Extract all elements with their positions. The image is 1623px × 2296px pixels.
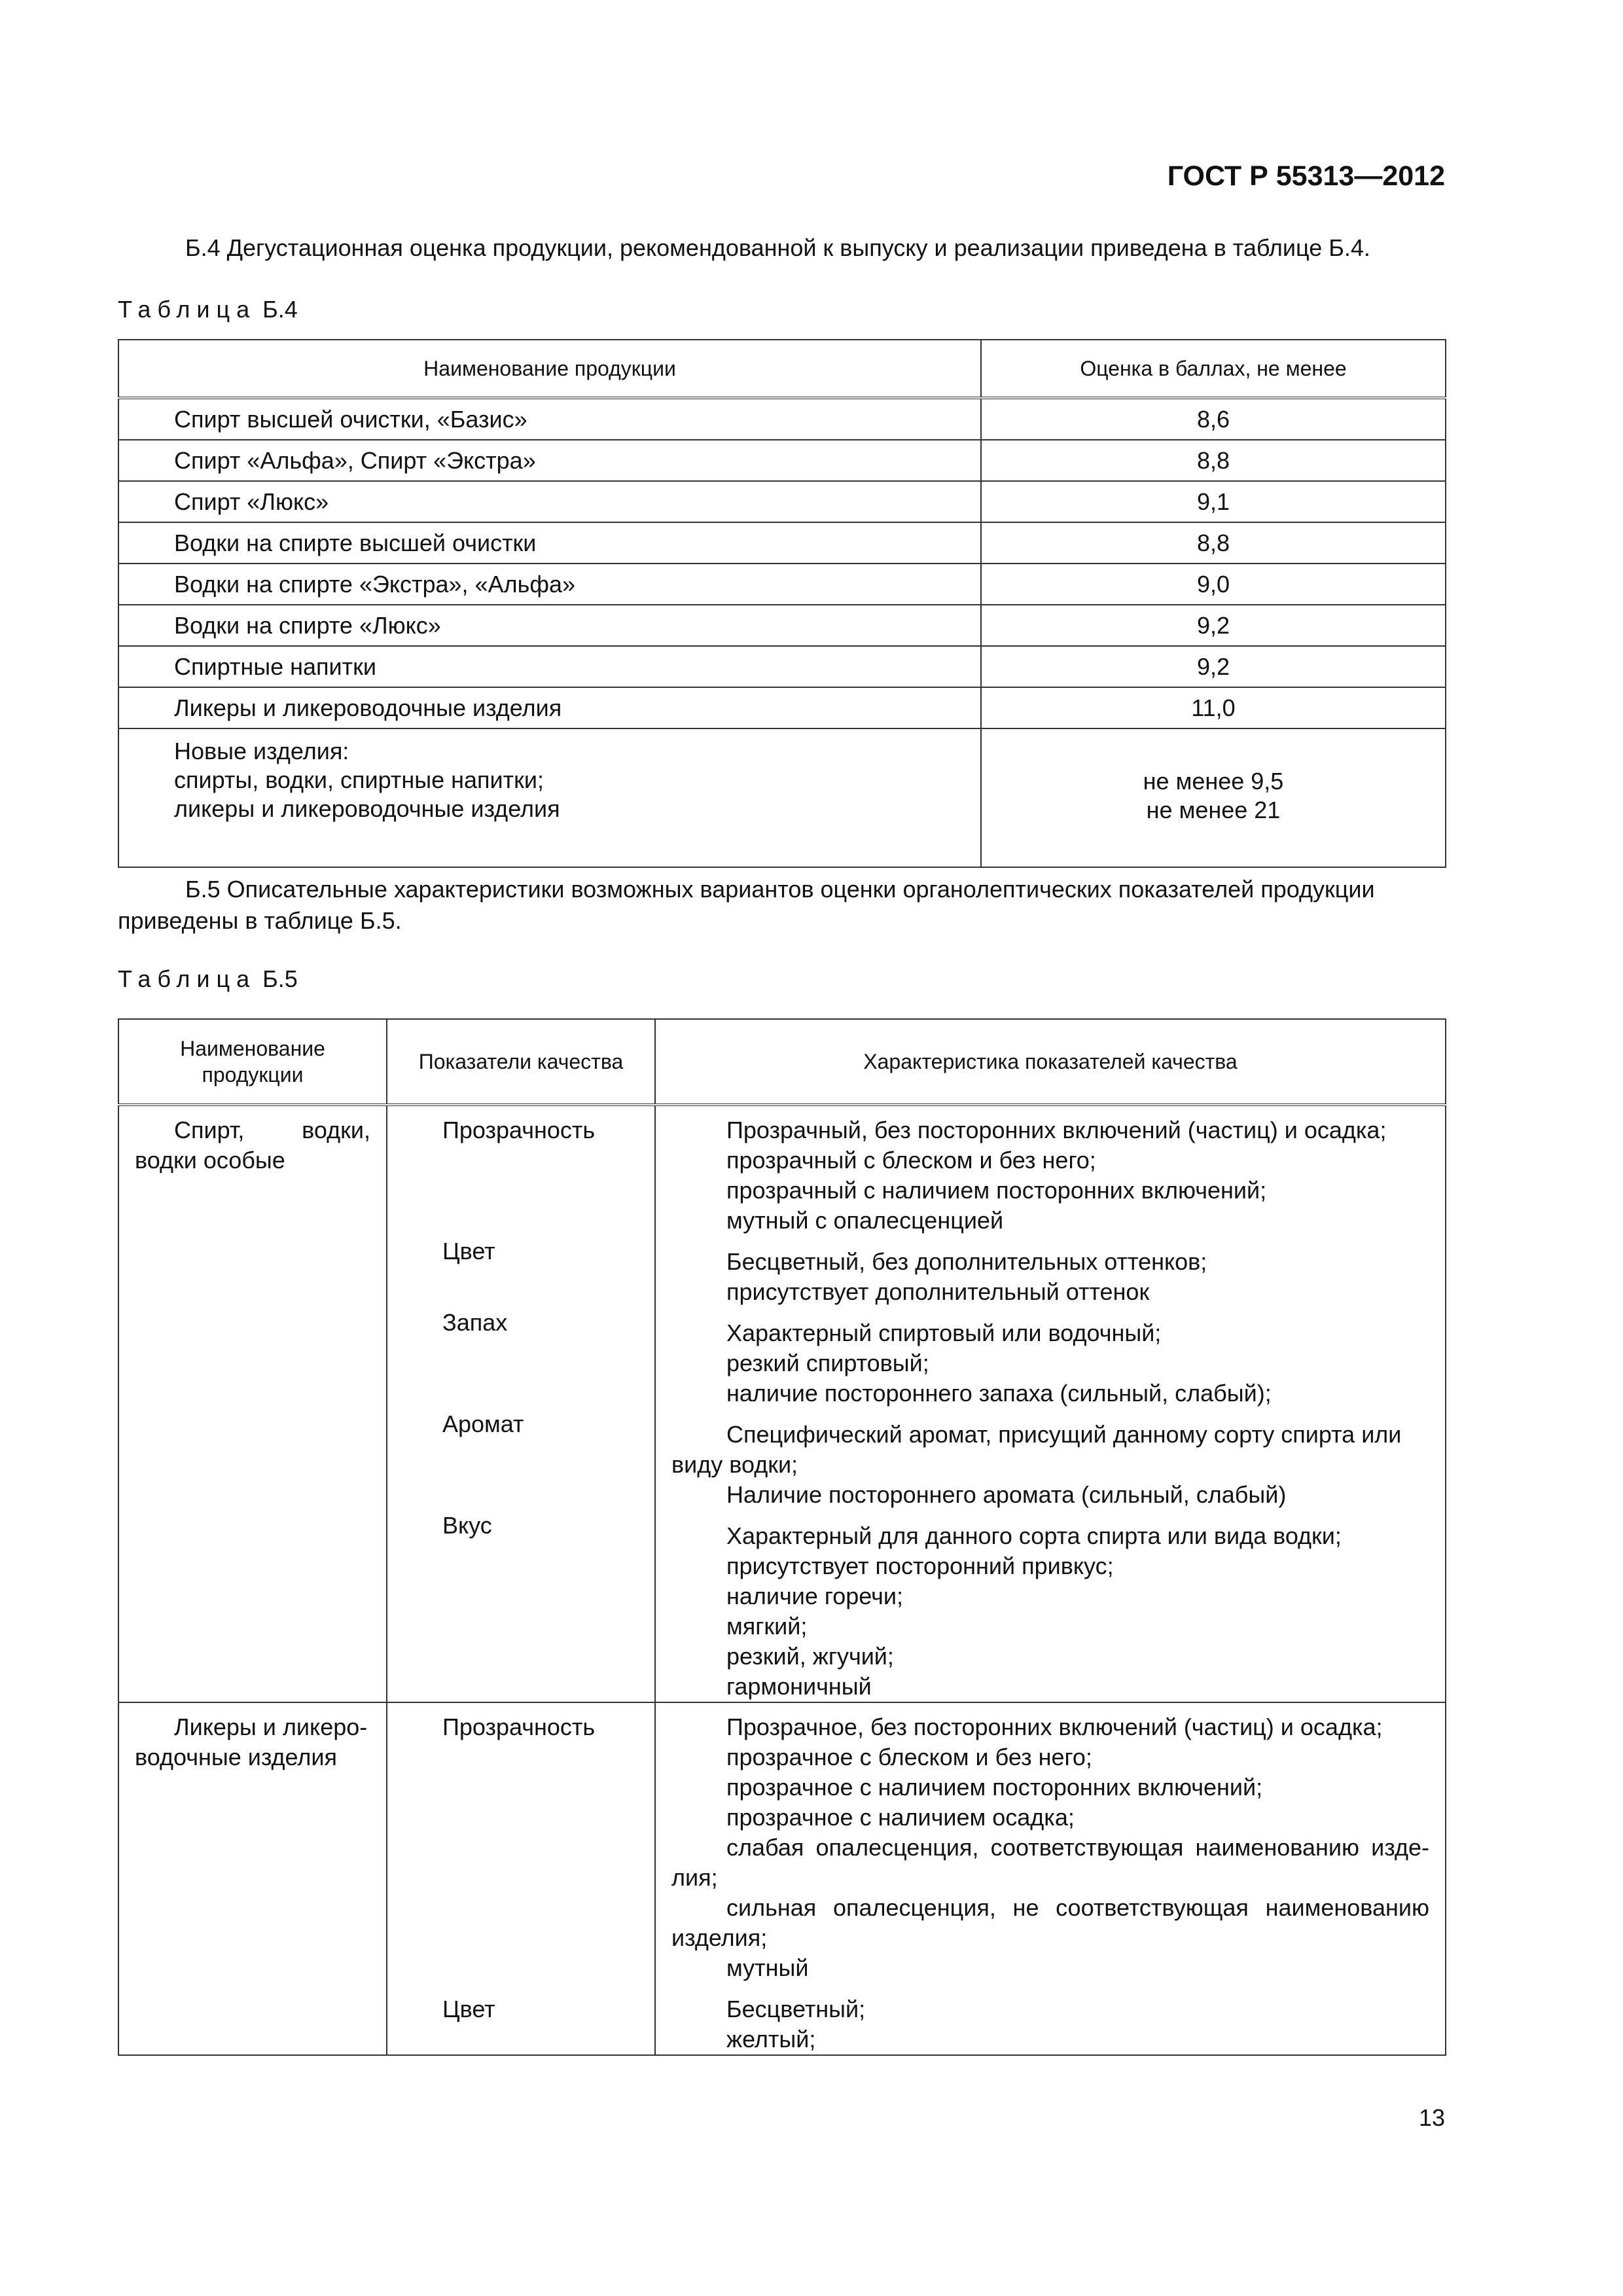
table-row — [118, 481, 1446, 522]
table-caption-b5 — [118, 965, 298, 993]
product-name-cell: Спиртные напитки — [118, 646, 981, 687]
table-row — [118, 605, 1446, 646]
product-name-cell: Водки на спирте «Люкс» — [118, 605, 981, 646]
document-code: ГОСТ Р 55313—2012 — [1167, 160, 1445, 192]
characteristic-cell — [655, 1105, 1446, 1702]
table-caption-word: Таблица — [118, 965, 257, 992]
characteristic-group — [671, 1712, 1429, 1983]
characteristic-line: мягкий; — [726, 1613, 808, 1640]
table-header-row — [118, 340, 1446, 398]
characteristic-group — [671, 1420, 1429, 1510]
score-cell: 8,8 — [981, 522, 1446, 564]
characteristic-line: Специфический аромат, присущий данному сорту спирта или виду водки; — [671, 1421, 1402, 1478]
table-row — [118, 564, 1446, 605]
characteristic-line: гармоничный — [726, 1673, 872, 1700]
characteristic-line: мутный — [726, 1954, 809, 1981]
new-items-heading: Новые изделия: — [174, 738, 349, 764]
column-header-characteristic: Характеристика показателей качества — [655, 1019, 1446, 1105]
score-line: не менее 9,5 — [1143, 768, 1284, 795]
score-cell: 9,1 — [981, 481, 1446, 522]
score-cell: 9,2 — [981, 646, 1446, 687]
characteristic-line: Бесцветный, без дополнительных оттенков; — [726, 1248, 1207, 1275]
table-b5 — [118, 1018, 1446, 2056]
characteristic-line: сильная опалесценция, не соответствующая наименованию изделия; — [671, 1894, 1429, 1951]
indicator-name: Аромат — [442, 1410, 524, 1437]
table-row-new-items — [118, 728, 1446, 867]
indicator-name: Запах — [442, 1309, 508, 1336]
table-header-row — [118, 1019, 1446, 1105]
table-caption-number: Б.4 — [262, 296, 298, 323]
characteristic-line: Характерный для данного сорта спирта или вида водки; — [726, 1522, 1342, 1549]
product-name-cell: Спирт высшей очистки, «Базис» — [118, 398, 981, 440]
characteristic-line: Бесцветный; — [726, 1996, 866, 2022]
score-cell: 8,8 — [981, 440, 1446, 481]
column-header-score: Оценка в баллах, не менее — [981, 340, 1446, 398]
table-row-group — [118, 1105, 1446, 1702]
paragraph-b4: Б.4 Дегустационная оценка продукции, рекомендованной к выпуску и реализации приведена в таблице Б.4. — [185, 234, 1370, 261]
indicator-name: Цвет — [442, 1238, 495, 1265]
characteristic-cell — [655, 1702, 1446, 2055]
characteristic-line: наличие постороннего запаха (сильный, слабый); — [726, 1380, 1272, 1407]
table-row — [118, 440, 1446, 481]
indicator-cell — [387, 1105, 655, 1702]
characteristic-line: Прозрачный, без посторонних включений (частиц) и осадка; — [726, 1117, 1387, 1143]
indicator-name: Прозрачность — [442, 1713, 596, 1740]
column-header-indicator: Показатели качества — [387, 1019, 655, 1105]
table-row — [118, 522, 1446, 564]
column-header-product: Наименование продукции — [118, 340, 981, 398]
table-caption-b4 — [118, 296, 298, 323]
product-name-cell — [118, 1105, 387, 1702]
product-name-cell — [118, 728, 981, 867]
table-caption-number: Б.5 — [262, 965, 298, 992]
characteristic-line: резкий, жгучий; — [726, 1643, 894, 1670]
characteristic-line: Прозрачное, без посторонних включений (частиц) и осадка; — [726, 1713, 1383, 1740]
characteristic-line: мутный с опалесценцией — [726, 1207, 1004, 1234]
characteristic-line: наличие горечи; — [726, 1583, 903, 1609]
product-name-cell: Водки на спирте высшей очистки — [118, 522, 981, 564]
characteristic-group — [671, 1994, 1429, 2054]
table-caption-word: Таблица — [118, 296, 257, 323]
table-row-group — [118, 1702, 1446, 2055]
product-name-cell — [118, 1702, 387, 2055]
characteristic-group — [671, 1115, 1429, 1236]
characteristic-line: слабая опалесценция, соответствующая наименованию изде-лия; — [671, 1834, 1429, 1891]
score-line: не менее 21 — [1146, 797, 1281, 823]
characteristic-line: прозрачный с наличием посторонних включений; — [726, 1177, 1267, 1204]
characteristic-line: прозрачный с блеском и без него; — [726, 1147, 1096, 1174]
table-row — [118, 646, 1446, 687]
product-name-line: Спирт, водки, — [174, 1117, 370, 1143]
characteristic-line: прозрачное с наличием посторонних включений; — [726, 1774, 1263, 1801]
characteristic-line: Характерный спиртовый или водочный; — [726, 1319, 1162, 1346]
table-row — [118, 398, 1446, 440]
characteristic-line: желтый; — [726, 2026, 816, 2053]
characteristic-group — [671, 1247, 1429, 1307]
product-name-line: водки особые — [135, 1147, 285, 1174]
indicator-name: Вкус — [442, 1512, 492, 1539]
table-b4 — [118, 339, 1446, 868]
product-name-cell: Спирт «Люкс» — [118, 481, 981, 522]
product-name-line: Ликеры и ликеро- — [174, 1713, 368, 1740]
characteristic-line: прозрачное с блеском и без него; — [726, 1744, 1092, 1770]
characteristic-line: присутствует дополнительный оттенок — [726, 1278, 1150, 1305]
characteristic-line: прозрачное с наличием осадка; — [726, 1804, 1075, 1831]
score-cell: 9,0 — [981, 564, 1446, 605]
characteristic-group — [671, 1318, 1429, 1408]
paragraph-b5: Б.5 Описательные характеристики возможных вариантов оценки органолептических показателей продукции приведены в таблице Б.5. — [118, 876, 1375, 934]
column-header-product: Наименование продукции — [118, 1019, 387, 1105]
score-cell: 11,0 — [981, 687, 1446, 728]
product-name-line: водочные изделия — [135, 1744, 337, 1770]
indicator-name: Цвет — [442, 1996, 495, 2022]
score-cell — [981, 728, 1446, 867]
characteristic-line: резкий спиртовый; — [726, 1350, 929, 1376]
characteristic-group — [671, 1521, 1429, 1702]
characteristic-line: Наличие постороннего аромата (сильный, слабый) — [726, 1481, 1287, 1508]
indicator-name: Прозрачность — [442, 1117, 596, 1143]
product-name-cell: Водки на спирте «Экстра», «Альфа» — [118, 564, 981, 605]
product-name-cell: Ликеры и ликероводочные изделия — [118, 687, 981, 728]
page-number: 13 — [1418, 2104, 1445, 2131]
indicator-cell — [387, 1702, 655, 2055]
table-row — [118, 687, 1446, 728]
new-items-line: спирты, водки, спиртные напитки; — [174, 766, 544, 793]
characteristic-line: присутствует посторонний привкус; — [726, 1552, 1114, 1579]
score-cell: 9,2 — [981, 605, 1446, 646]
product-name-cell: Спирт «Альфа», Спирт «Экстра» — [118, 440, 981, 481]
new-items-line: ликеры и ликероводочные изделия — [174, 795, 560, 822]
score-cell: 8,6 — [981, 398, 1446, 440]
